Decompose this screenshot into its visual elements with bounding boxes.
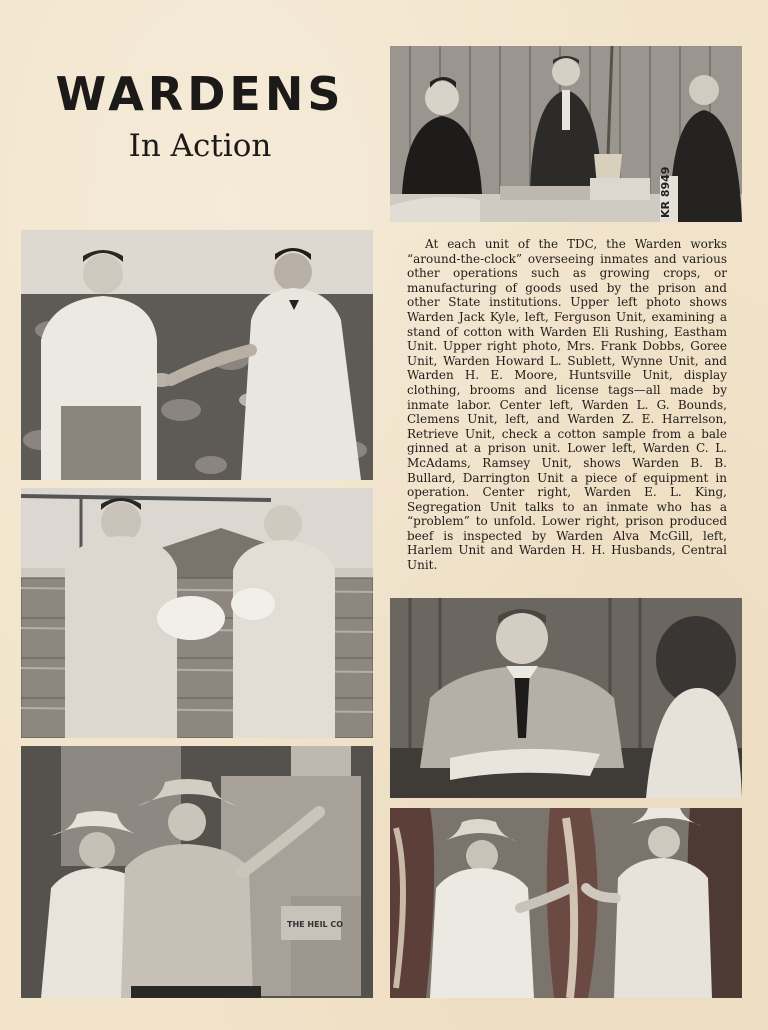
photo-wardens-equipment [21, 746, 373, 998]
photo-wardens-cotton-field [21, 230, 373, 480]
photo-wardens-display-goods [390, 46, 742, 222]
license-plate-text: KR 8949 [659, 166, 672, 218]
equipment-label: THE HEIL CO [287, 920, 344, 929]
page-subtitle: In Action [128, 128, 272, 164]
photo-warden-at-desk [390, 598, 742, 798]
photo-wardens-cotton-bale [21, 488, 373, 738]
article-caption: At each unit of the TDC, the Warden works “around-the-clock” overseeing inmates and various other operations such as growing crops, or manufacturing of goods used by the prison and other State institutions. Upper left photo shows Warden Jack Kyle, left, Ferguson Unit, examining a stand of cotton with Warden Eli Rushing, Eastham Unit. Upper right photo, Mrs. Frank Dobbs, Goree Unit, Warden Howard L. Sublett, Wynne Unit, and Warden H. E. Moore, Huntsville Unit, display clothing, brooms and license tags—all made by inmate labor. Center left, Warden L. G. Bounds, Clemens Unit, left, and Warden Z. E. Harrelson, Retrieve Unit, check a cotton sample from a bale ginned at a prison unit. Lower left, Warden C. L. McAdams, Ramsey Unit, shows Warden B. B. Bullard, Darrington Unit a piece of equipment in operation. Center right, Warden E. L. King, Segregation Unit talks to an inmate who has a “problem” to unfold. Lower right, prison produced beef is inspected by Warden Alva McGill, left, Harlem Unit and Warden H. H. Husbands, Central Unit. [407, 237, 727, 573]
photo-wardens-beef-inspection [390, 808, 742, 998]
page-title: WARDENS [55, 67, 345, 121]
